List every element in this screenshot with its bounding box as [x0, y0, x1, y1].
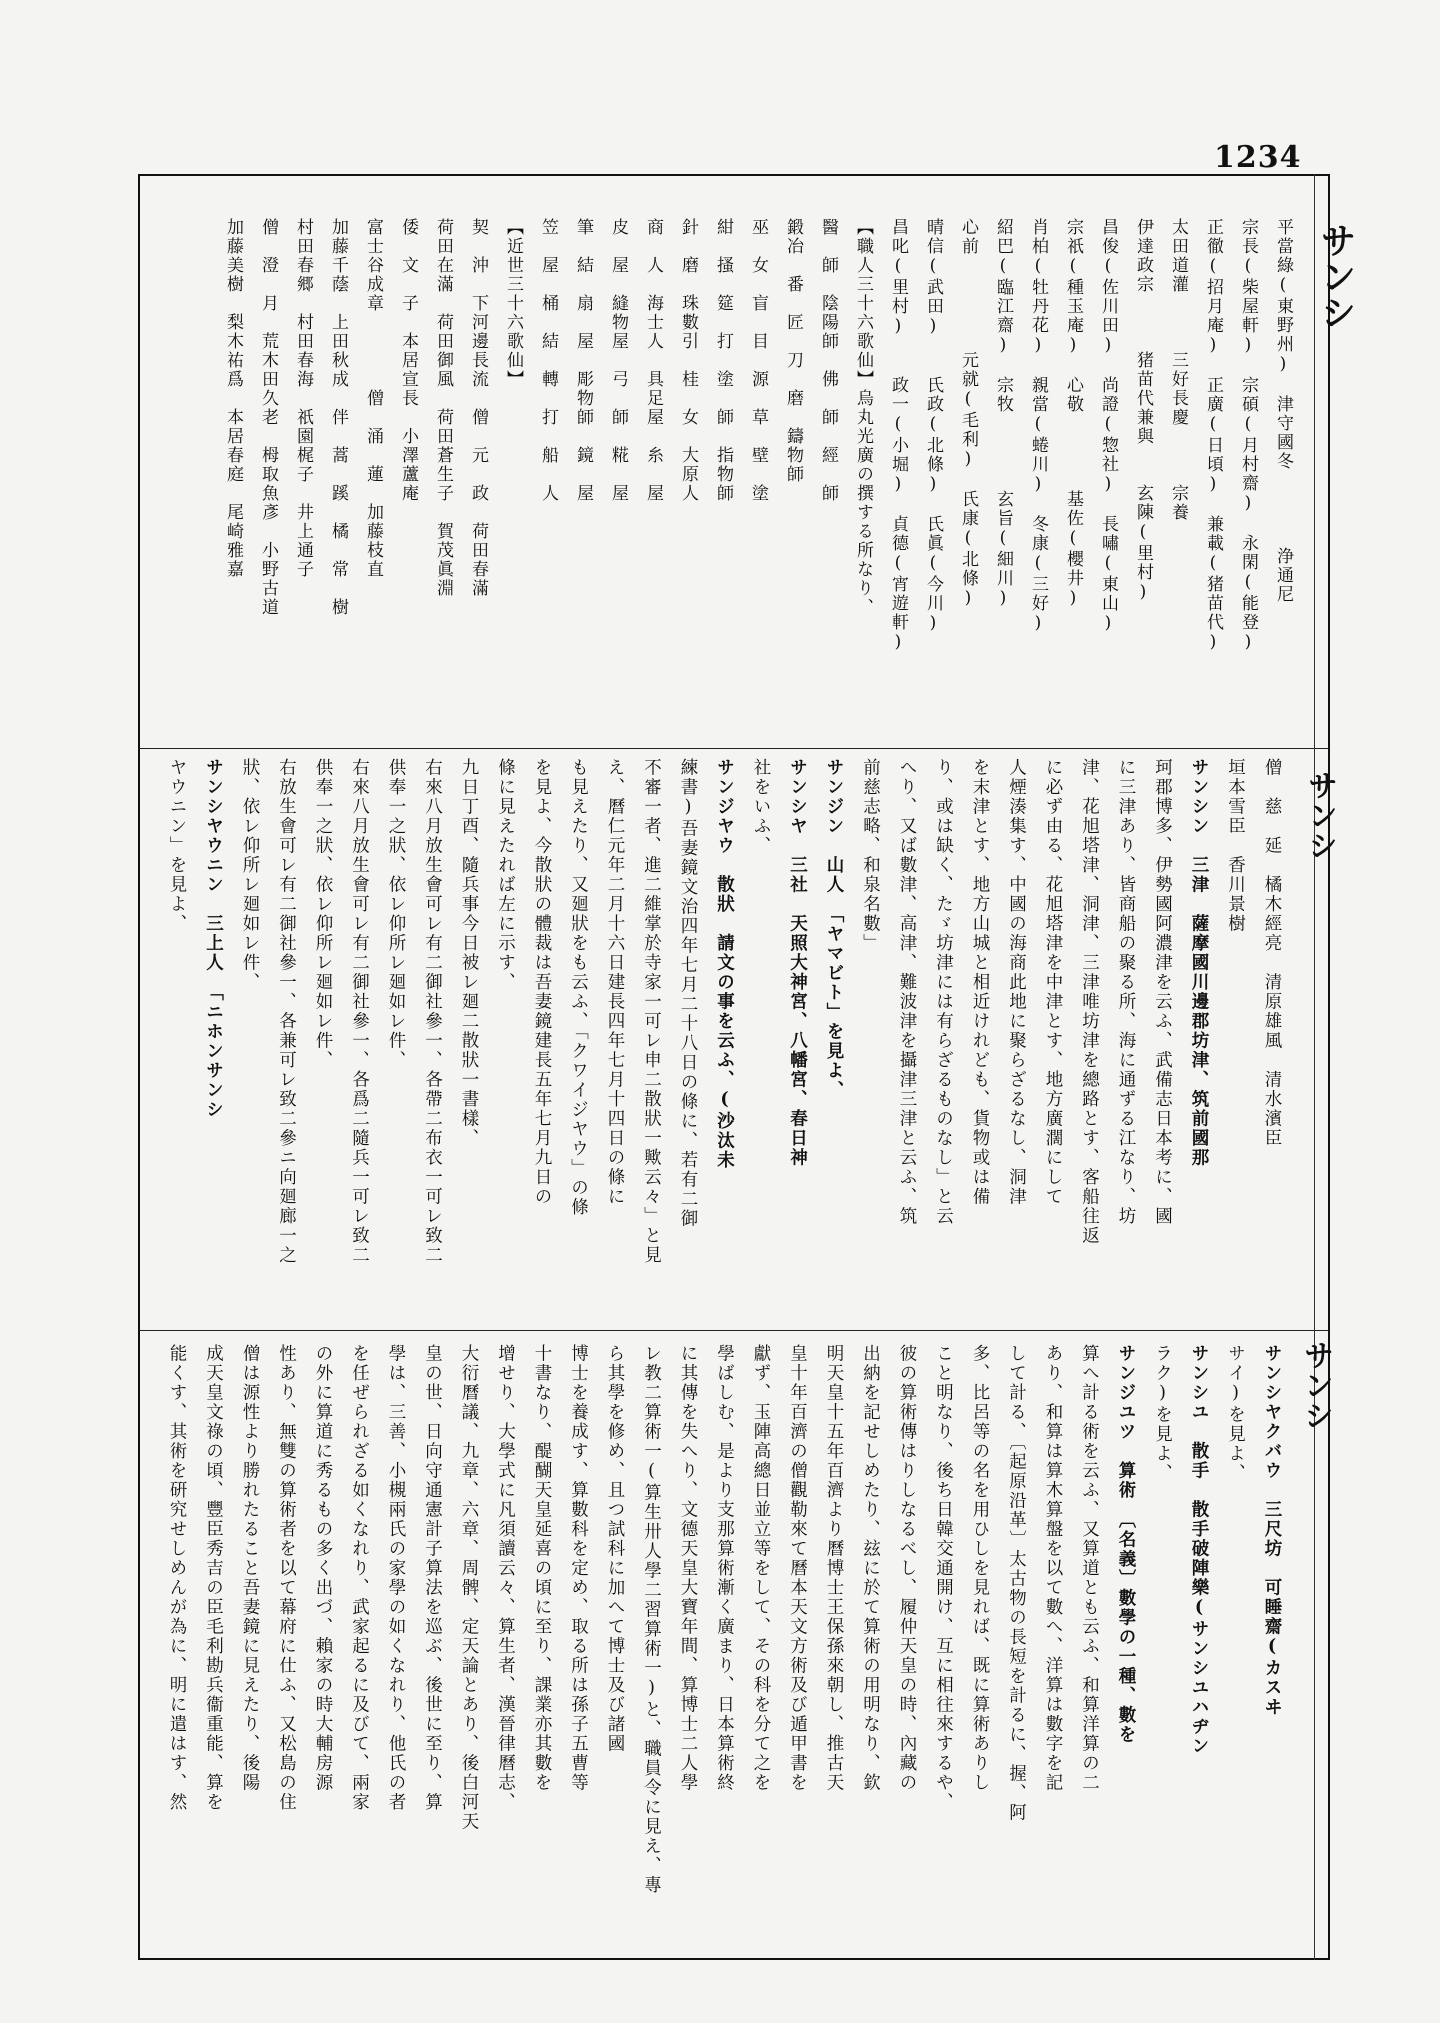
upper-col: 正徹(招月庵) 正廣(日頃) 兼載(猪苗代)	[1203, 218, 1223, 654]
page-number: 1234	[1214, 140, 1302, 175]
middle-col: 供奉一之狀、依レ仰所レ廻如レ件、	[386, 758, 406, 1070]
middle-col: 社をいふ、	[751, 758, 771, 856]
lower-section	[150, 1344, 1290, 1954]
middle-col: 供奉一之狀、依レ仰所レ廻如レ件、	[313, 758, 333, 1070]
header-rule	[1314, 174, 1315, 1960]
middle-col: 不審一者、進二維掌於寺家一可レ申二散狀一歟云々」と見	[641, 758, 662, 1265]
lower-col: 彼の算術傳はりしなるべし、履仲天皇の時、內藏の	[897, 1344, 917, 1793]
upper-col: 宗祇(種玉庵) 心敬 基佐(櫻井)	[1063, 218, 1083, 610]
upper-col: 紹巴(臨江齋) 宗牧 玄旨(細川)	[993, 218, 1013, 610]
middle-col: 僧 慈 延 橘木經亮 清原雄風 清水濱臣	[1262, 758, 1282, 1148]
middle-col: ヤウニン」を見よ、	[167, 758, 187, 934]
middle-col: り、或は缺く、たゞ坊津には有らざるものなし」と云	[933, 758, 954, 1226]
upper-divider	[139, 748, 1329, 749]
lower-col: の外に算道に秀るもの多く出づ、賴家の時大輔房源	[313, 1344, 333, 1793]
lower-col: サンシヤクバウ 三尺坊 可睡齋(カスヰ	[1262, 1344, 1282, 1717]
upper-col: 契 沖 下河邊長流 僧 元 政 荷田春滿	[468, 218, 488, 598]
lower-col: 成天皇文祿の頃、豐臣秀吉の臣毛利勘兵衞重能、算を	[203, 1344, 224, 1812]
middle-col: も見えたり、又廻狀をも云ふ、「クワイジヤウ」の條	[568, 758, 589, 1218]
lower-col: サンシユ 散手 散手破陣樂(サンシユハヂン	[1189, 1344, 1209, 1756]
middle-col: 垣本雪臣 香川景樹	[1225, 758, 1246, 934]
upper-col: 鍛冶 番 匠 刀 磨 鑄物師	[783, 218, 803, 484]
upper-col: 心前 元就(毛利) 氏康(北條)	[958, 218, 978, 610]
middle-col: を末津とす、地方山城と相近けれども、貨物或は備	[970, 758, 990, 1207]
lower-col: ら其學を修め、且つ試科に加へて博士及び諸國	[605, 1344, 625, 1754]
lower-col: 學ばしむ、是より支那算術漸く廣まり、日本算術終	[714, 1344, 735, 1793]
upper-col: 加藤美樹 梨木祐爲 本居春庭 尾崎雅嘉	[223, 218, 243, 579]
lower-col: あり、和算は算木算盤を以て數へ、洋算は數字を記	[1043, 1344, 1063, 1793]
middle-col: 九日丁酉、隨兵事今日被レ廻二散狀一書樣、	[459, 758, 479, 1148]
upper-col: 【近世三十六歌仙】	[503, 218, 523, 389]
lower-divider	[139, 1330, 1329, 1331]
upper-col: 平當綠(東野州) 津守國冬 浄通尼	[1273, 218, 1293, 604]
upper-col: 富士谷成章 僧 涌 蓮 加藤枝直	[363, 218, 383, 579]
middle-col: 右放生會可レ有二御社參一、各兼可レ致二參ニ向廻廊一之	[276, 758, 297, 1265]
middle-col: え、曆仁元年二月十六日建長四年七月十四日の條に	[605, 758, 625, 1207]
upper-col: 醫 師 陰陽師 佛 師 經 師	[818, 218, 838, 503]
lower-col: 獻ず、玉陣高總日並立等をして、その科を分て之を	[751, 1344, 771, 1793]
upper-col: 倭 文 子 本居宣長 小澤蘆庵	[398, 218, 418, 503]
upper-col: 商 人 海士人 具足屋 糸 屋	[643, 218, 663, 503]
upper-col: 針 磨 珠數引 桂 女 大原人	[678, 218, 698, 503]
lower-col: 博士を養成す、算數科を定め、取る所は孫子五曹等	[568, 1344, 589, 1793]
middle-col: 狀、依レ仰所レ廻如レ件、	[240, 758, 260, 992]
lower-col: 皇の世、日向守通憲計子算法を巡ぶ、後世に至り、算	[422, 1344, 443, 1812]
upper-col: 紺 搔 筵 打 塗 師 指物師	[713, 218, 733, 503]
lower-col: サンジユツ 算術 〔名義〕數學の一種、數を	[1116, 1344, 1136, 1745]
lower-col: 學は、三善、小槻兩氏の家學の如くなれり、他氏の者	[386, 1344, 406, 1812]
lower-col: して計る、〔起原沿革〕太古物の長短を計るに、握、阿	[1006, 1344, 1027, 1823]
upper-col: 伊達政宗 猪苗代兼與 玄陳(里村)	[1133, 218, 1153, 604]
lower-col: ラク)を見よ、	[1152, 1344, 1173, 1483]
middle-col: 津、花旭塔津、洞津、三津唯坊津を總路とす、客船往返	[1079, 758, 1100, 1246]
upper-col: 太田道灌 三好長慶 宗養	[1168, 218, 1188, 522]
upper-col: 宗長(柴屋軒) 宗碩(月村齋) 永閑(能登)	[1238, 218, 1258, 654]
middle-col: サンシヤ 三社 天照大神宮、八幡宮、春日神	[787, 758, 808, 1168]
middle-col: サンシヤウニン 三上人 「ニホンサンシ	[203, 758, 224, 1120]
middle-col: に三津あり、皆商船の聚る所、海に通ずる江なり、坊	[1116, 758, 1136, 1226]
lower-col: 大衍曆議、九章、六章、周髀、定天論とあり、後白河天	[459, 1344, 479, 1832]
middle-col: サンジン 山人 「ヤマビト」を見よ、	[824, 758, 844, 1101]
middle-col: 練書)吾妻鏡文治四年七月二十八日の條に、若有二御	[678, 758, 698, 1229]
middle-col: 條に見えたれば左に示す、	[495, 758, 516, 992]
lower-col: こと明なり、後ち日韓交通開け、互に相往來するや、	[933, 1344, 954, 1812]
upper-col: 笠 屋 桶 結 轉 打 船 人	[538, 218, 558, 503]
lower-col: 明天皇十五年百濟より曆博士王保孫來朝し、推古天	[824, 1344, 844, 1793]
middle-col: を見よ、今散狀の體裁は吾妻鏡建長五年七月九日の	[532, 758, 552, 1207]
lower-col: 能くす、其術を硏究せしめんが為に、明に遣はす、然	[167, 1344, 187, 1812]
running-header-middle: サンシ	[1302, 770, 1337, 860]
lower-col: 多、比呂等の名を用ひしを見れば、既に算術ありし	[970, 1344, 990, 1793]
middle-col: サンシン 三津 薩摩國川邊郡坊津、筑前國那	[1189, 758, 1209, 1168]
upper-col: 肖柏(牡丹花) 親當(蜷川) 冬康(三好)	[1028, 218, 1048, 635]
lower-col: サイ)を見よ、	[1225, 1344, 1246, 1483]
middle-col: 右來八月放生會可レ有二御社參一、各爲二隨兵一可レ致二	[349, 758, 370, 1265]
middle-section	[150, 758, 1290, 1324]
running-header-top: サンシ	[1315, 222, 1357, 330]
lower-col: 十書なり、醍醐天皇延喜の頃に至り、課業亦其數を	[532, 1344, 552, 1793]
lower-col: 算へ計る術を云ふ、又算道とも云ふ、和算洋算の二	[1079, 1344, 1100, 1793]
middle-col: 前慈志略、和泉名數」	[860, 758, 881, 953]
lower-col: 皇十年百濟の僧觀勒來て曆本天文方術及び遁甲書を	[787, 1344, 808, 1793]
running-header-bottom: サンシ	[1298, 1340, 1333, 1430]
lower-col: に其傳を失へり、文德天皇大寶年間、算博士二人學	[678, 1344, 698, 1793]
middle-col: へり、又ば數津、高津、難波津を攝津三津と云ふ、筑	[897, 758, 917, 1226]
upper-col: 僧 澄 月 荒木田久老 栂取魚彥 小野古道	[258, 218, 278, 617]
upper-col: 筆 結 扇 屋 彫物師 鏡 屋	[573, 218, 593, 503]
middle-col: サンジヤウ 散狀 請文の事を云ふ、(沙汰未	[714, 758, 735, 1170]
upper-section	[150, 218, 1300, 742]
upper-col: 荷田在滿 荷田御風 荷田蒼生子 賀茂眞淵	[433, 218, 453, 598]
lower-col: 僧は源性より勝れたること吾妻鏡に見えたり、後陽	[240, 1344, 260, 1793]
upper-col: 皮 屋 縫物屋 弓 師 糀 屋	[608, 218, 628, 503]
upper-col: 加藤千蔭 上田秋成 伴 蒿 蹊 橘 常 樹	[328, 218, 348, 617]
upper-col: 昌叱(里村) 政一(小堀) 貞德(宵遊軒)	[888, 218, 908, 654]
lower-col: 性あり、無雙の算術者を以て幕府に仕ふ、又松島の住	[276, 1344, 297, 1812]
lower-col: を任ぜられざる如くなれり、武家起るに及びて、兩家	[349, 1344, 370, 1812]
middle-col: 珂郡博多、伊勢國阿濃津を云ふ、武備志日本考に、國	[1152, 758, 1173, 1226]
middle-col: 人煙湊集す、中國の海商此地に聚らざるなし、洞津	[1006, 758, 1027, 1207]
middle-col: 右來八月放生會可レ有二御社參一、各帶二布衣一可レ致二	[422, 758, 443, 1265]
lower-col: 出納を記せしめたり、玆に於て算術の用明なり、欽	[860, 1344, 881, 1793]
lower-col: レ教二算術一(算生卅人學二習算術一)と、職員令に見え、專	[641, 1344, 662, 1895]
upper-col: 【職人三十六歌仙】烏丸光廣の撰する所なり、	[853, 218, 873, 617]
upper-col: 巫 女 盲 目 源 草 壁 塗	[748, 218, 768, 503]
middle-col: に必ず由る、花旭塔津を中津とす、地方廣濶にして	[1043, 758, 1063, 1207]
upper-col: 晴信(武田) 氏政(北條) 氏眞(今川)	[923, 218, 943, 635]
upper-col: 村田春郷 村田春海 祇園梶子 井上通子	[293, 218, 313, 579]
lower-col: 增せり、大學式に凡須讀云々、算生者、漢晉律曆志、	[495, 1344, 516, 1812]
upper-col: 昌俊(佐川田) 尚證(惣社) 長嘯(東山)	[1098, 218, 1118, 635]
